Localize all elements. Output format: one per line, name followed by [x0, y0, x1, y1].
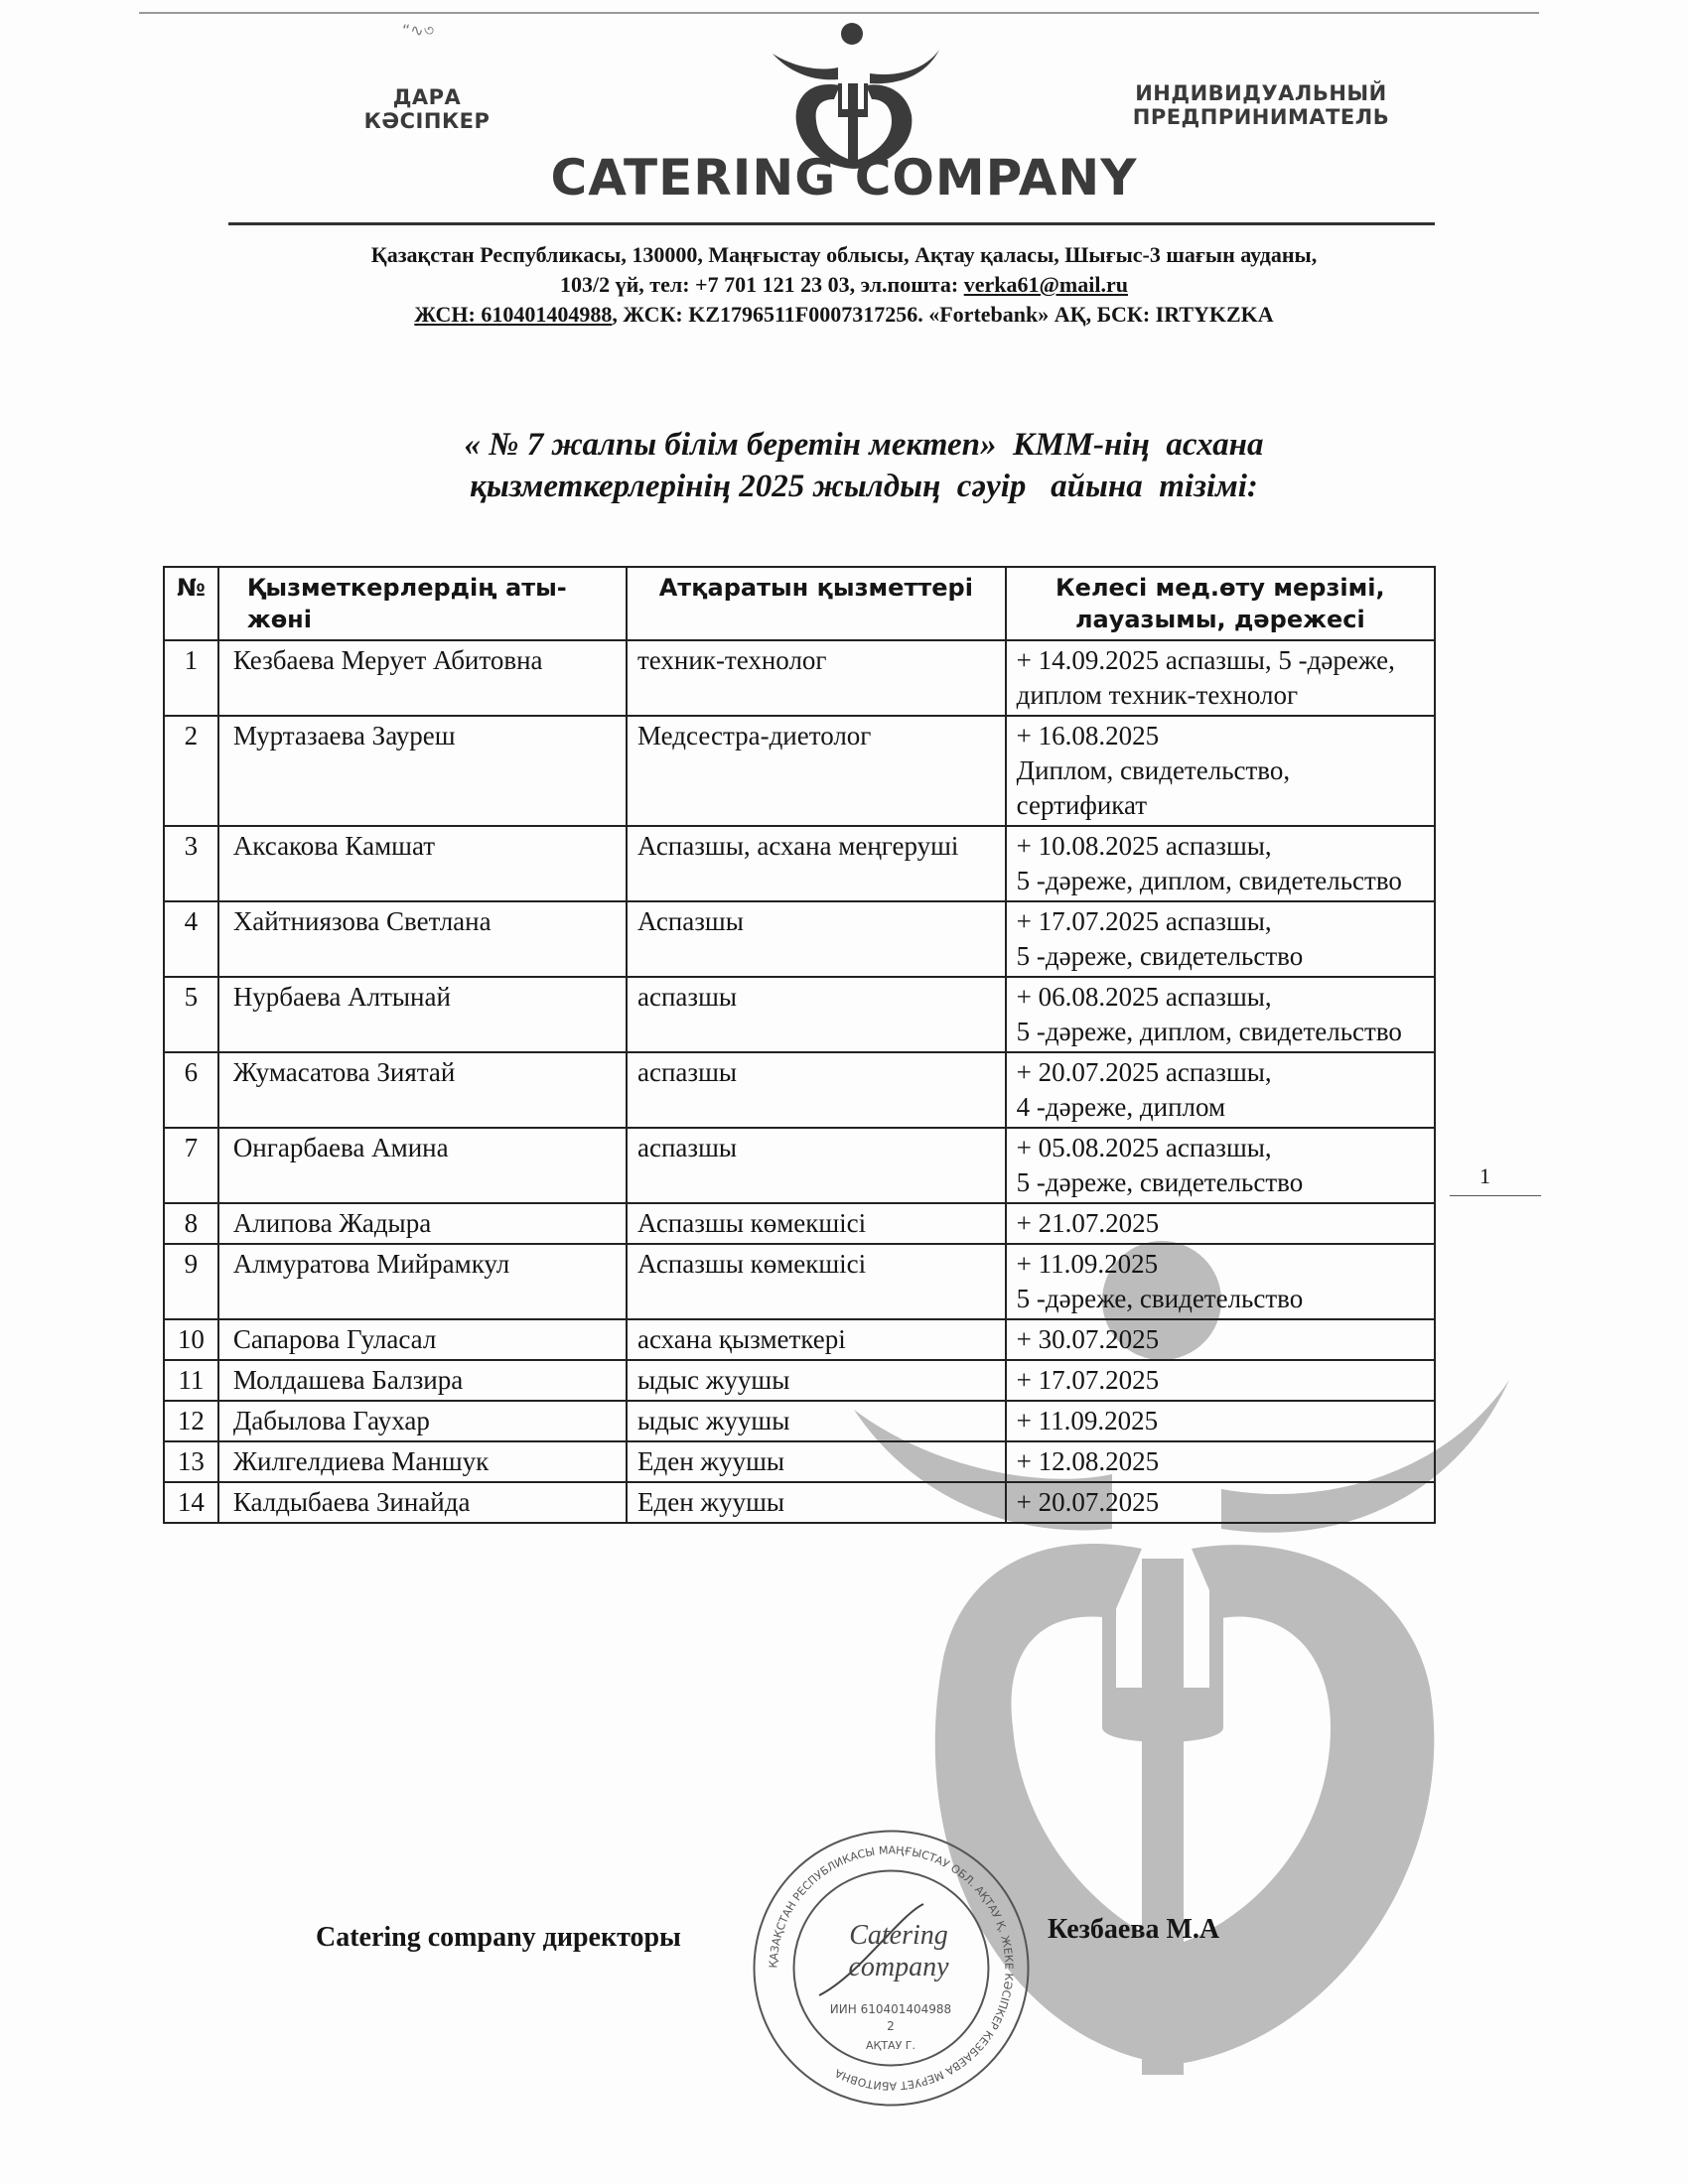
cell-medical: + 17.07.2025	[1006, 1360, 1435, 1401]
scan-edge	[139, 12, 1539, 14]
cell-medical: + 11.09.2025 5 -дәреже, свидетельство	[1006, 1244, 1435, 1319]
table-row	[164, 716, 1435, 826]
letterhead-right-line2: ПРЕДПРИНИМАТЕЛЬ	[1132, 105, 1390, 129]
cell-name: Сапарова Гуласал	[218, 1319, 627, 1360]
cell-name: Дабылова Гаухар	[218, 1401, 627, 1441]
cell-role: Аспазшы, асхана меңгеруші	[627, 826, 1006, 901]
cell-medical: + 20.07.2025	[1006, 1482, 1435, 1523]
cell-medical: + 05.08.2025 аспазшы, 5 -дәреже, свидетельство	[1006, 1128, 1435, 1203]
table-header-row	[164, 567, 1435, 640]
cell-name: Хайтниязова Светлана	[218, 901, 627, 977]
cell-role: техник-технолог	[627, 640, 1006, 716]
cell-role: аспазшы	[627, 1128, 1006, 1203]
header-name: Қызметкерлердің аты-жөні	[218, 567, 627, 640]
cell-number: 14	[164, 1482, 218, 1523]
cell-name: Кезбаева Мерует Абитовна	[218, 640, 627, 716]
letterhead-left-line1: ДАРА	[392, 85, 462, 109]
table-row	[164, 901, 1435, 977]
table-row	[164, 1482, 1435, 1523]
cell-number: 3	[164, 826, 218, 901]
staff-table	[163, 566, 1436, 1524]
cell-role: Аспазшы көмекшісі	[627, 1244, 1006, 1319]
cell-role: Медсестра-диетолог	[627, 716, 1006, 826]
scan-speck: “∿৩	[402, 21, 435, 40]
letterhead-left-line2: КӘСІПКЕР	[363, 109, 491, 133]
title-line-1: « № 7 жалпы білім беретін мектеп» КММ-нің асхана	[464, 427, 1264, 463]
cell-number: 5	[164, 977, 218, 1052]
address-line-2	[189, 270, 1499, 300]
company-logo-icon	[767, 20, 945, 169]
cell-number: 7	[164, 1128, 218, 1203]
stamp-center-line2: company	[848, 1952, 949, 1982]
table-row	[164, 640, 1435, 716]
table-body	[164, 640, 1435, 1523]
stamp-center-line1: Catering	[849, 1920, 948, 1951]
letterhead-right-line1: ИНДИВИДУАЛЬНЫЙ	[1135, 81, 1387, 105]
bank-details: , ЖСК: KZ1796511F0007317256. «Fortebank» АҚ, БСК: IRTYKZKA	[612, 302, 1274, 327]
cell-number: 10	[164, 1319, 218, 1360]
stamp-iin: ИИН 610401404988	[829, 2002, 952, 2016]
table-row	[164, 1319, 1435, 1360]
cell-number: 2	[164, 716, 218, 826]
letterhead-right-label	[1112, 81, 1410, 129]
cell-name: Муртазаева Зауреш	[218, 716, 627, 826]
letterhead-divider	[228, 222, 1435, 225]
cell-number: 8	[164, 1203, 218, 1244]
director-label: Catering company директоры	[316, 1922, 681, 1953]
title-line-2: қызметкерлерінің 2025 жылдың сәуір айына тізімі:	[470, 469, 1258, 504]
cell-name: Аксакова Камшат	[218, 826, 627, 901]
cell-role: Аспазшы	[627, 901, 1006, 977]
cell-medical: + 20.07.2025 аспазшы, 4 -дәреже, диплом	[1006, 1052, 1435, 1128]
cell-name: Жилгелдиева Маншук	[218, 1441, 627, 1482]
cell-medical: + 30.07.2025	[1006, 1319, 1435, 1360]
cell-medical: + 14.09.2025 аспазшы, 5 -дәреже, диплом техник-технолог	[1006, 640, 1435, 716]
cell-role: аспазшы	[627, 1052, 1006, 1128]
company-stamp-icon	[750, 1827, 1033, 2110]
cell-number: 13	[164, 1441, 218, 1482]
table-row	[164, 1441, 1435, 1482]
cell-name: Алипова Жадыра	[218, 1203, 627, 1244]
cell-number: 9	[164, 1244, 218, 1319]
company-address-block	[189, 240, 1499, 330]
address-line-3	[189, 300, 1499, 330]
header-role: Атқаратын қызметтері	[627, 567, 1006, 640]
stamp-ring-text: ҚАЗАҚСТАН РЕСПУБЛИКАСЫ МАҢҒЫСТАУ ОБЛ. АҚТАУ Қ. ЖЕКЕ КӘСІПКЕР КЕЗБАЕВА МЕРУЕТ АБИТОВНА	[767, 1843, 1016, 2093]
table-row	[164, 1203, 1435, 1244]
cell-number: 1	[164, 640, 218, 716]
stamp-city: АҚТАУ Г.	[866, 2039, 915, 2052]
cell-name: Алмуратова Мийрамкул	[218, 1244, 627, 1319]
letterhead-left-label	[328, 85, 526, 133]
table-row	[164, 977, 1435, 1052]
director-name: Кезбаева М.А	[1048, 1914, 1220, 1945]
iin-number: ЖСН: 610401404988	[414, 302, 613, 327]
cell-number: 12	[164, 1401, 218, 1441]
table-row	[164, 826, 1435, 901]
table-row	[164, 1128, 1435, 1203]
cell-name: Онгарбаева Амина	[218, 1128, 627, 1203]
cell-name: Молдашева Балзира	[218, 1360, 627, 1401]
cell-medical: + 10.08.2025 аспазшы, 5 -дәреже, диплом, свидетельство	[1006, 826, 1435, 901]
cell-medical: + 12.08.2025	[1006, 1441, 1435, 1482]
cell-name: Нурбаева Алтынай	[218, 977, 627, 1052]
cell-medical: + 11.09.2025	[1006, 1401, 1435, 1441]
document-title	[258, 424, 1470, 507]
cell-role: ыдыс жуушы	[627, 1360, 1006, 1401]
cell-medical: + 17.07.2025 аспазшы, 5 -дәреже, свидетельство	[1006, 901, 1435, 977]
cell-number: 6	[164, 1052, 218, 1128]
cell-medical: + 21.07.2025	[1006, 1203, 1435, 1244]
cell-medical: + 06.08.2025 аспазшы, 5 -дәреже, диплом, свидетельство	[1006, 977, 1435, 1052]
cell-role: Аспазшы көмекшісі	[627, 1203, 1006, 1244]
cell-name: Калдыбаева Зинайда	[218, 1482, 627, 1523]
cell-role: Еден жуушы	[627, 1482, 1006, 1523]
email-link[interactable]: verka61@mail.ru	[963, 272, 1128, 297]
table-row	[164, 1052, 1435, 1128]
cell-role: асхана қызметкері	[627, 1319, 1006, 1360]
cell-number: 4	[164, 901, 218, 977]
cell-role: аспазшы	[627, 977, 1006, 1052]
address-line-1: Қазақстан Республикасы, 130000, Маңғыстау облысы, Ақтау қаласы, Шығыс-3 шағын ауданы,	[370, 242, 1318, 267]
header-number: №	[164, 567, 218, 640]
cell-name: Жумасатова Зиятай	[218, 1052, 627, 1128]
address-phone: 103/2 үй, тел: +7 701 121 23 03, эл.пошта:	[560, 272, 964, 297]
margin-note: 1	[1479, 1163, 1490, 1188]
cell-role: ыдыс жуушы	[627, 1401, 1006, 1441]
table-row	[164, 1360, 1435, 1401]
cell-role: Еден жуушы	[627, 1441, 1006, 1482]
cell-number: 11	[164, 1360, 218, 1401]
margin-line	[1450, 1195, 1541, 1196]
table-row	[164, 1244, 1435, 1319]
cell-medical: + 16.08.2025 Диплом, свидетельство, сертификат	[1006, 716, 1435, 826]
table-row	[164, 1401, 1435, 1441]
header-medical: Келесі мед.өту мерзімі, лауазымы, дәрежесі	[1006, 567, 1435, 640]
stamp-number: 2	[887, 2019, 895, 2033]
company-name: CATERING COMPANY	[550, 149, 1138, 206]
